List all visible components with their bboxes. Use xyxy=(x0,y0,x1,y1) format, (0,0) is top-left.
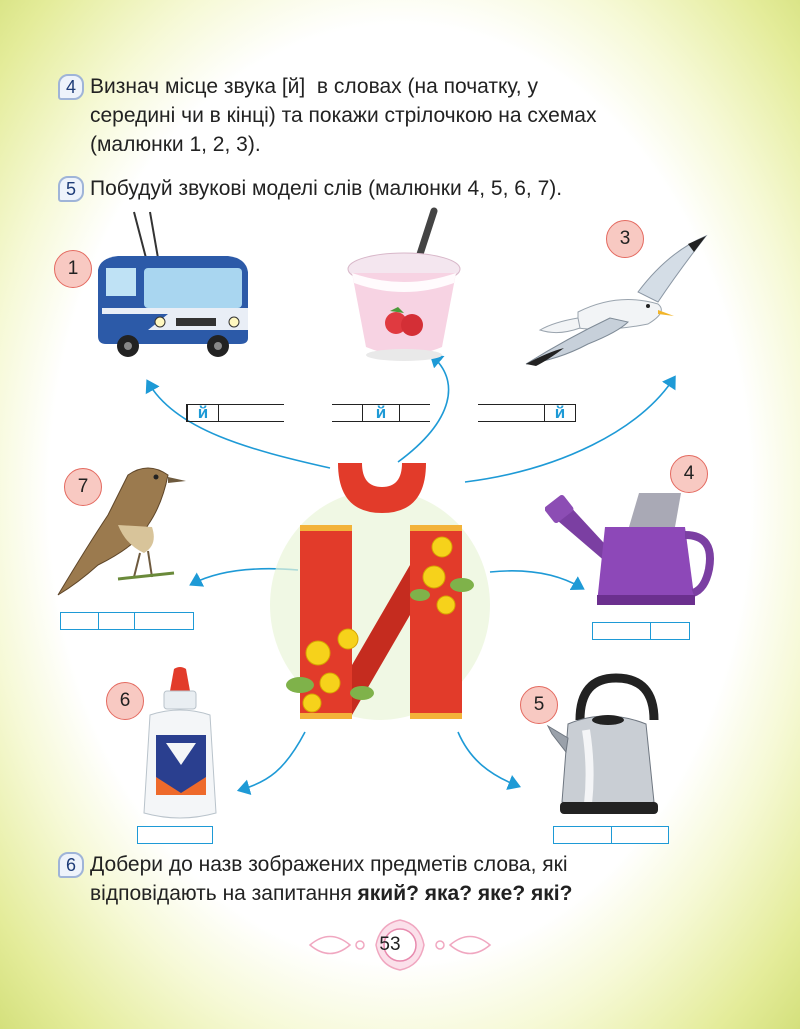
sound-box[interactable] xyxy=(60,612,100,630)
sound-box[interactable] xyxy=(134,612,194,630)
sound-box[interactable] xyxy=(611,826,669,844)
kettle-picture xyxy=(546,668,672,820)
task-number-badge: 5 xyxy=(58,176,84,202)
glue-picture xyxy=(130,665,230,825)
sound-scheme-end xyxy=(478,404,576,422)
picture-number-badge: 4 xyxy=(670,455,708,493)
picture-number-badge: 1 xyxy=(54,250,92,288)
task-text xyxy=(90,850,572,908)
watering-can-picture xyxy=(545,485,715,610)
picture-number-badge: 5 xyxy=(520,686,558,724)
task-number-badge: 4 xyxy=(58,74,84,100)
sound-model-lark[interactable] xyxy=(60,612,194,632)
arrow-to-seagull xyxy=(465,378,674,482)
seagull-picture xyxy=(518,232,708,372)
sound-box[interactable] xyxy=(650,622,690,640)
task-number-badge: 6 xyxy=(58,852,84,878)
page-number xyxy=(350,925,430,965)
sound-model-kettle[interactable] xyxy=(553,826,669,846)
sound-cell: й xyxy=(187,404,219,422)
sound-box[interactable] xyxy=(592,622,652,640)
picture-number-badge: 6 xyxy=(106,682,144,720)
picture-number-badge: 3 xyxy=(606,220,644,258)
sound-scheme-middle xyxy=(332,404,430,422)
arrow-to-glue xyxy=(240,732,305,790)
picture-number-badge: 7 xyxy=(64,468,102,506)
sound-cell: й xyxy=(544,404,576,422)
sound-box[interactable] xyxy=(98,612,136,630)
sound-model-watering-can[interactable] xyxy=(592,622,690,642)
sound-box[interactable] xyxy=(553,826,613,844)
sound-box[interactable] xyxy=(137,826,213,844)
task-text: Визнач місце звука [й] в словах (на початку, у середині чи в кінці) та покажи стрілочкою на схемах (малюнки 1, 2, 3). xyxy=(90,75,597,156)
page-number-text: 53 xyxy=(379,934,401,955)
arrow-to-kettle xyxy=(458,732,518,786)
letter-y-picture xyxy=(270,455,490,735)
task-text: Побудуй звукові моделі слів (малюнки 4, 5, 6, 7). xyxy=(90,177,563,200)
task-questions: який? яка? яке? які? xyxy=(357,882,573,905)
task-text-plain: Добери до назв зображених предметів слова, які відповідають на запитання xyxy=(90,853,568,905)
sound-model-glue[interactable] xyxy=(137,826,213,846)
lark-picture xyxy=(48,455,198,605)
sound-cell: й xyxy=(362,404,400,422)
sound-scheme-start xyxy=(186,404,284,422)
trolleybus-picture xyxy=(88,210,256,360)
yogurt-picture xyxy=(342,205,466,365)
